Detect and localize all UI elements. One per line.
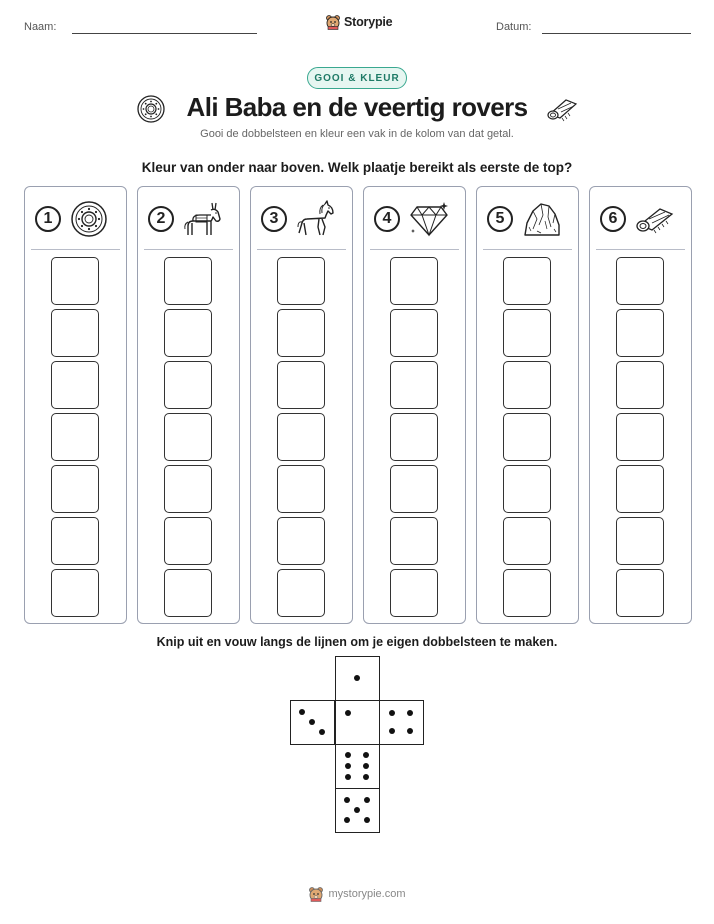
color-cell[interactable] [390,465,438,513]
color-cell[interactable] [390,309,438,357]
color-cell[interactable] [51,309,99,357]
color-cell[interactable] [503,517,551,565]
die-pip [407,728,413,734]
die-pip [389,728,395,734]
date-line[interactable] [542,33,691,34]
diamond-icon [408,199,450,244]
column-header [138,199,239,239]
color-cell[interactable] [503,361,551,409]
color-cell[interactable] [277,517,325,565]
die-pip [364,817,370,823]
color-cell[interactable] [277,309,325,357]
color-cell[interactable] [390,569,438,617]
column-divider [257,249,346,250]
color-cell[interactable] [164,257,212,305]
column-number: 2 [148,206,174,232]
die-pip [407,710,413,716]
color-cell[interactable] [51,517,99,565]
color-cell[interactable] [390,257,438,305]
die-pip [345,774,351,780]
color-cell[interactable] [277,465,325,513]
column-1 [24,186,127,624]
bear-logo-icon [308,886,324,902]
die-face-6 [335,744,380,789]
color-cell[interactable] [277,361,325,409]
color-cell[interactable] [164,413,212,461]
column-number: 1 [35,206,61,232]
column-3 [250,186,353,624]
column-number: 6 [600,206,626,232]
color-cell[interactable] [616,361,664,409]
column-header [25,199,126,239]
color-cell[interactable] [164,517,212,565]
color-cell[interactable] [616,309,664,357]
column-divider [483,249,572,250]
die-pip [344,817,350,823]
column-6 [589,186,692,624]
die-pip [319,729,325,735]
color-cell[interactable] [616,413,664,461]
color-cell[interactable] [616,517,664,565]
carpet-roll-icon [546,96,578,127]
color-cell[interactable] [390,361,438,409]
color-cell[interactable] [277,257,325,305]
color-cell[interactable] [503,569,551,617]
name-label: Naam: [24,21,57,33]
die-face-1 [335,700,380,745]
activity-tag: GOOI & KLEUR [307,67,407,89]
name-line[interactable] [72,33,257,34]
donkey-icon [182,199,224,244]
race-columns [24,186,690,624]
footer [0,884,714,904]
horse-icon [295,199,337,244]
title-row [0,92,714,126]
column-5 [476,186,579,624]
column-number: 4 [374,206,400,232]
die-face-5 [335,788,380,833]
donut-icon [69,199,109,244]
die-net [290,656,424,834]
rock-icon [521,199,563,244]
instruction-text: Kleur van onder naar boven. Welk plaatje bereikt als eerste de top? [141,160,573,175]
die-pip [309,719,315,725]
die-pip [364,797,370,803]
die-pip [345,752,351,758]
color-cell[interactable] [503,465,551,513]
die-face-1 [335,656,380,701]
die-pip [363,752,369,758]
brand-logo [325,14,392,30]
color-cell[interactable] [51,413,99,461]
die-pip [299,709,305,715]
column-header [590,199,691,239]
column-number: 3 [261,206,287,232]
color-cell[interactable] [164,361,212,409]
color-cell[interactable] [164,569,212,617]
color-cell[interactable] [277,413,325,461]
die-face-4 [379,700,424,745]
color-cell[interactable] [503,413,551,461]
carpet-roll-icon [634,199,676,244]
subtitle: Gooi de dobbelsteen en kleur een vak in de kolom van dat getal. [200,128,514,140]
column-divider [596,249,685,250]
column-header [477,199,578,239]
die-face-3 [290,700,335,745]
color-cell[interactable] [616,569,664,617]
color-cell[interactable] [164,309,212,357]
die-pip [354,675,360,681]
color-cell[interactable] [503,257,551,305]
brand-name: Storypie [344,15,393,29]
color-cell[interactable] [51,465,99,513]
column-4 [363,186,466,624]
color-cell[interactable] [51,257,99,305]
color-cell[interactable] [390,517,438,565]
column-number: 5 [487,206,513,232]
color-cell[interactable] [616,257,664,305]
column-header [364,199,465,239]
color-cell[interactable] [616,465,664,513]
column-divider [370,249,459,250]
header-row [0,14,714,44]
color-cell[interactable] [277,569,325,617]
color-cell[interactable] [503,309,551,357]
footer-website[interactable]: mystorypie.com [328,888,406,900]
die-pip [363,774,369,780]
die-pip [345,710,351,716]
color-cell[interactable] [51,569,99,617]
die-pip [344,797,350,803]
page-title: Ali Baba en de veertig rovers [186,92,528,122]
bear-logo-icon [325,14,341,30]
die-pip [354,807,360,813]
color-cell[interactable] [390,413,438,461]
column-divider [144,249,233,250]
column-header [251,199,352,239]
column-2 [137,186,240,624]
column-divider [31,249,120,250]
color-cell[interactable] [164,465,212,513]
die-pip [363,763,369,769]
date-label: Datum: [496,21,532,33]
die-pip [345,763,351,769]
cut-instruction: Knip uit en vouw langs de lijnen om je eigen dobbelsteen te maken. [156,635,558,649]
die-pip [389,710,395,716]
color-cell[interactable] [51,361,99,409]
